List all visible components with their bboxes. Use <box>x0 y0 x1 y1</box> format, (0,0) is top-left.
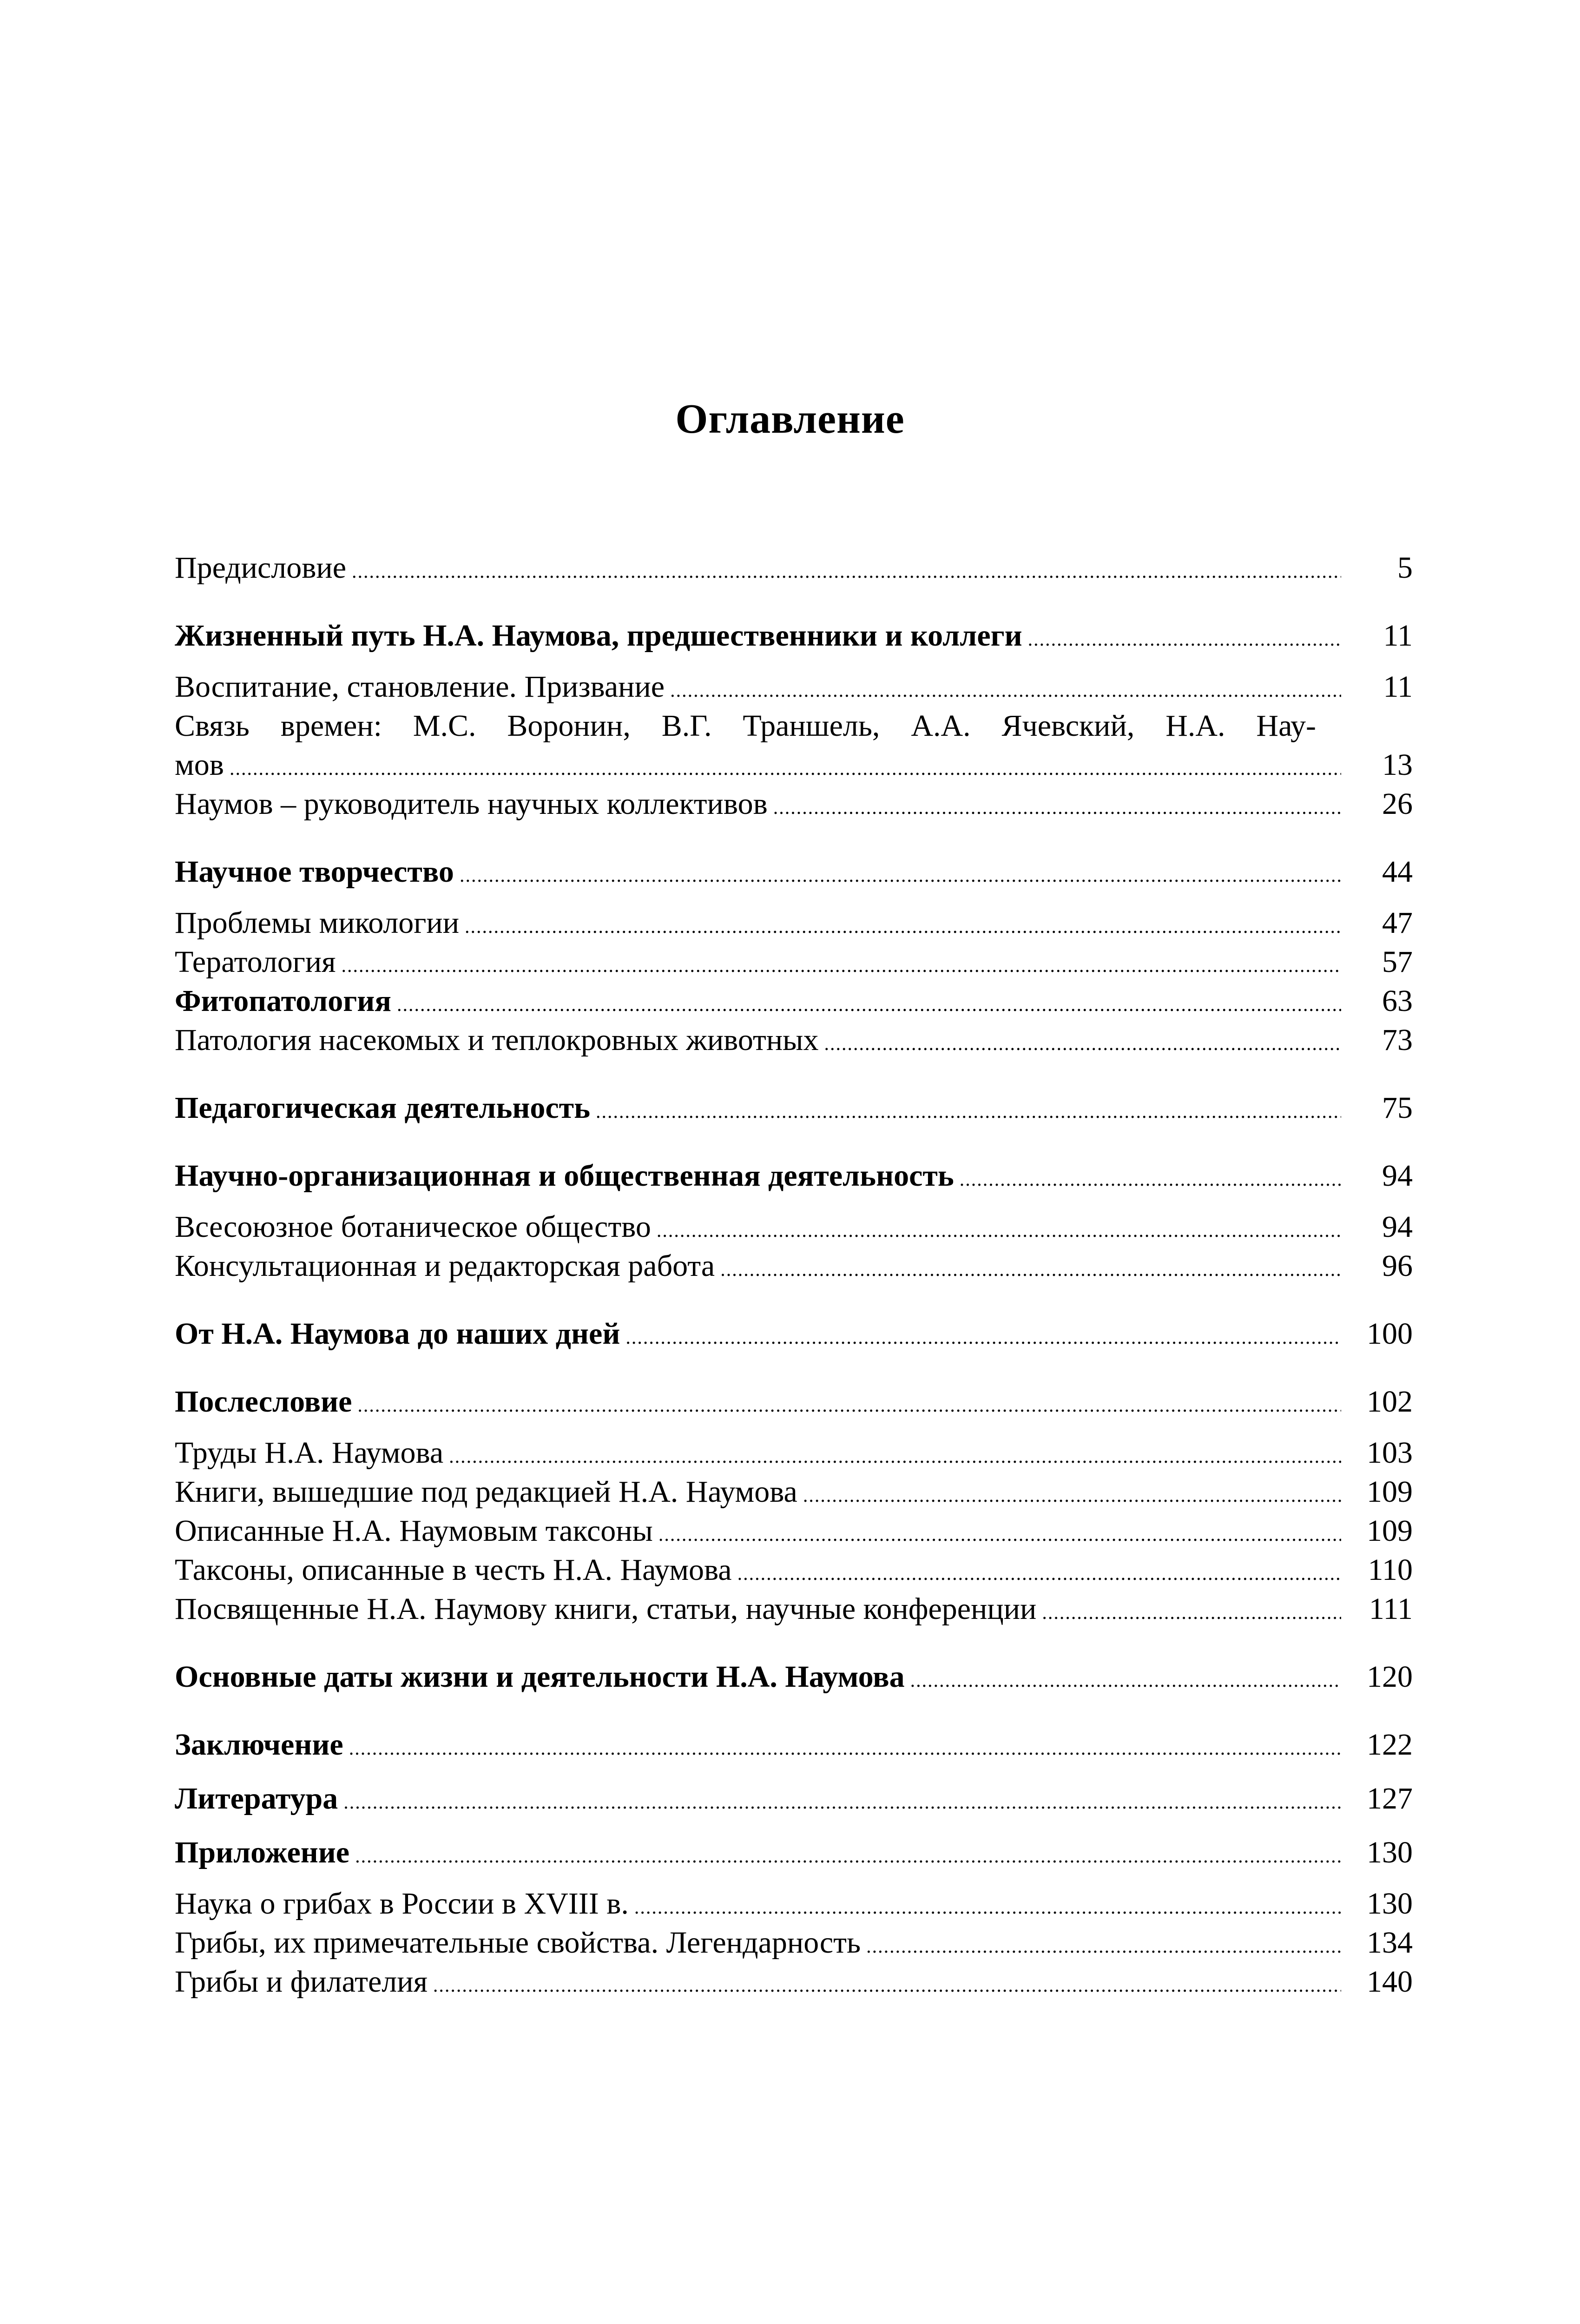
toc-entry-label: Литература <box>175 1782 338 1816</box>
toc-page-number: 94 <box>1382 1210 1413 1244</box>
toc-entry[interactable] <box>175 1433 1413 1472</box>
toc-entry[interactable] <box>175 1923 1413 1962</box>
toc-page-number: 130 <box>1367 1887 1413 1921</box>
toc-entry[interactable] <box>175 1551 1413 1590</box>
toc-leader-dots <box>357 1386 1341 1425</box>
toc-entry-label: Научно-организационная и общественная деятельность <box>175 1159 954 1193</box>
toc-entry[interactable] <box>175 1590 1413 1629</box>
table-of-contents <box>175 548 1413 2001</box>
toc-section-heading[interactable] <box>175 1833 1413 1872</box>
toc-leader-dots <box>720 1250 1341 1289</box>
toc-entry[interactable] <box>175 1512 1413 1551</box>
toc-page-number: 127 <box>1367 1782 1413 1816</box>
toc-page-number: 110 <box>1368 1553 1413 1587</box>
toc-leader-dots <box>658 1515 1341 1554</box>
toc-entry-label: Описанные Н.А. Наумовым таксоны <box>175 1514 653 1548</box>
toc-leader-dots <box>449 1437 1341 1476</box>
toc-entry[interactable] <box>175 943 1413 982</box>
toc-page-number: 75 <box>1382 1091 1413 1125</box>
toc-page-number: 63 <box>1382 984 1413 1018</box>
toc-section-heading[interactable] <box>175 1089 1413 1128</box>
toc-leader-dots <box>657 1211 1341 1250</box>
toc-entry-label: Воспитание, становление. Призвание <box>175 670 665 704</box>
toc-entry-label: Заключение <box>175 1728 343 1762</box>
toc-page-number: 47 <box>1382 906 1413 940</box>
toc-leader-dots <box>1028 620 1341 659</box>
toc-page-number: 94 <box>1382 1159 1413 1193</box>
toc-leader-dots <box>230 749 1341 788</box>
toc-page-number: 102 <box>1367 1385 1413 1419</box>
toc-section-heading[interactable] <box>175 1725 1413 1764</box>
page-title: Оглавление <box>675 396 905 442</box>
toc-entry-label: Книги, вышедшие под редакцией Н.А. Наумова <box>175 1475 797 1509</box>
toc-entry-label: Педагогическая деятельность <box>175 1091 590 1125</box>
toc-entry-label: Проблемы микологии <box>175 906 460 940</box>
toc-page-number: 103 <box>1367 1436 1413 1470</box>
toc-entry[interactable] <box>175 982 1413 1021</box>
toc-entry[interactable] <box>175 1021 1413 1060</box>
toc-leader-dots <box>341 946 1341 985</box>
toc-entry-label: Предисловие <box>175 551 346 585</box>
toc-leader-dots <box>465 907 1341 946</box>
toc-page-number: 111 <box>1369 1592 1413 1626</box>
toc-section-heading[interactable] <box>175 1314 1413 1353</box>
toc-leader-dots <box>625 1318 1341 1357</box>
toc-leader-dots <box>397 985 1341 1024</box>
toc-entry[interactable] <box>175 667 1413 706</box>
toc-leader-dots <box>352 552 1341 591</box>
toc-entry-label: Послесловие <box>175 1385 352 1419</box>
toc-page-number: 96 <box>1382 1249 1413 1283</box>
toc-entry-label: Грибы и филателия <box>175 1965 428 1999</box>
toc-entry-label: Приложение <box>175 1835 350 1869</box>
toc-leader-dots <box>634 1888 1341 1927</box>
toc-leader-dots <box>1042 1593 1341 1632</box>
toc-entry-label: Наука о грибах в России в XVIII в. <box>175 1887 629 1921</box>
toc-section-heading[interactable] <box>175 1156 1413 1195</box>
toc-entry-label: Таксоны, описанные в честь Н.А. Наумова <box>175 1553 732 1587</box>
toc-entry-label: Научное творчество <box>175 855 454 889</box>
toc-page-number: 120 <box>1367 1660 1413 1694</box>
toc-entry-label: Труды Н.А. Наумова <box>175 1436 444 1470</box>
toc-entry-label-line1: Связь времен: М.С. Воронин, В.Г. Траншель, А.А. Ячевский, Н.А. Нау- <box>175 709 1316 743</box>
toc-page-number: 5 <box>1397 551 1413 585</box>
toc-entry[interactable] <box>175 785 1413 824</box>
toc-leader-dots <box>910 1661 1341 1700</box>
toc-leader-dots <box>433 1966 1341 2005</box>
toc-page-number: 109 <box>1367 1514 1413 1548</box>
toc-leader-dots <box>773 788 1341 827</box>
toc-entry[interactable] <box>175 1472 1413 1512</box>
toc-page-number: 122 <box>1367 1728 1413 1762</box>
toc-entry-label: Наумов – руководитель научных коллективов <box>175 787 768 821</box>
toc-entry-label: От Н.А. Наумова до наших дней <box>175 1317 620 1351</box>
toc-section-heading[interactable] <box>175 1779 1413 1818</box>
toc-page-number: 100 <box>1367 1317 1413 1351</box>
toc-page-number: 109 <box>1367 1475 1413 1509</box>
toc-page-number: 140 <box>1367 1965 1413 1999</box>
toc-leader-dots <box>343 1783 1341 1822</box>
toc-page-number: 57 <box>1382 945 1413 979</box>
toc-entry[interactable] <box>175 1884 1413 1923</box>
toc-leader-dots <box>960 1160 1341 1199</box>
toc-page-number: 11 <box>1383 670 1413 704</box>
toc-entry-label: Патология насекомых и теплокровных животных <box>175 1023 819 1057</box>
toc-page-number: 130 <box>1367 1835 1413 1869</box>
toc-entry-label: Жизненный путь Н.А. Наумова, предшественники и коллеги <box>175 619 1022 653</box>
toc-section-heading[interactable] <box>175 616 1413 655</box>
toc-entry[interactable] <box>175 1247 1413 1286</box>
toc-entry[interactable] <box>175 1962 1413 2001</box>
toc-page-number: 44 <box>1382 855 1413 889</box>
toc-page-number: 11 <box>1383 619 1413 653</box>
toc-entry-label: Фитопатология <box>175 984 391 1018</box>
toc-leader-dots <box>866 1927 1341 1966</box>
toc-entry[interactable] <box>175 706 1413 785</box>
toc-leader-dots <box>803 1476 1341 1515</box>
toc-section-heading[interactable] <box>175 1382 1413 1421</box>
toc-entry-label: Тератология <box>175 945 336 979</box>
toc-entry[interactable] <box>175 904 1413 943</box>
toc-entry[interactable] <box>175 548 1413 588</box>
toc-leader-dots <box>349 1729 1341 1768</box>
toc-entry-label: Всесоюзное ботаническое общество <box>175 1210 651 1244</box>
toc-leader-dots <box>737 1554 1341 1593</box>
toc-page-number: 13 <box>1382 748 1413 782</box>
toc-page-number: 134 <box>1367 1926 1413 1960</box>
toc-leader-dots <box>355 1837 1341 1876</box>
toc-entry-label: Основные даты жизни и деятельности Н.А. Наумова <box>175 1660 905 1694</box>
toc-section-heading[interactable] <box>175 1657 1413 1697</box>
toc-entry-label: Посвященные Н.А. Наумову книги, статьи, научные конференции <box>175 1592 1037 1626</box>
toc-entry-label: Грибы, их примечательные свойства. Легендарность <box>175 1926 861 1960</box>
toc-page-number: 73 <box>1382 1023 1413 1057</box>
toc-entry-label: Консультационная и редакторская работа <box>175 1249 715 1283</box>
toc-leader-dots <box>596 1092 1341 1131</box>
toc-entry-label: мов <box>175 748 224 782</box>
toc-section-heading[interactable] <box>175 852 1413 891</box>
toc-entry[interactable] <box>175 1208 1413 1247</box>
toc-leader-dots <box>824 1024 1341 1063</box>
toc-leader-dots <box>670 671 1341 710</box>
toc-leader-dots <box>460 856 1341 895</box>
toc-page-number: 26 <box>1382 787 1413 821</box>
